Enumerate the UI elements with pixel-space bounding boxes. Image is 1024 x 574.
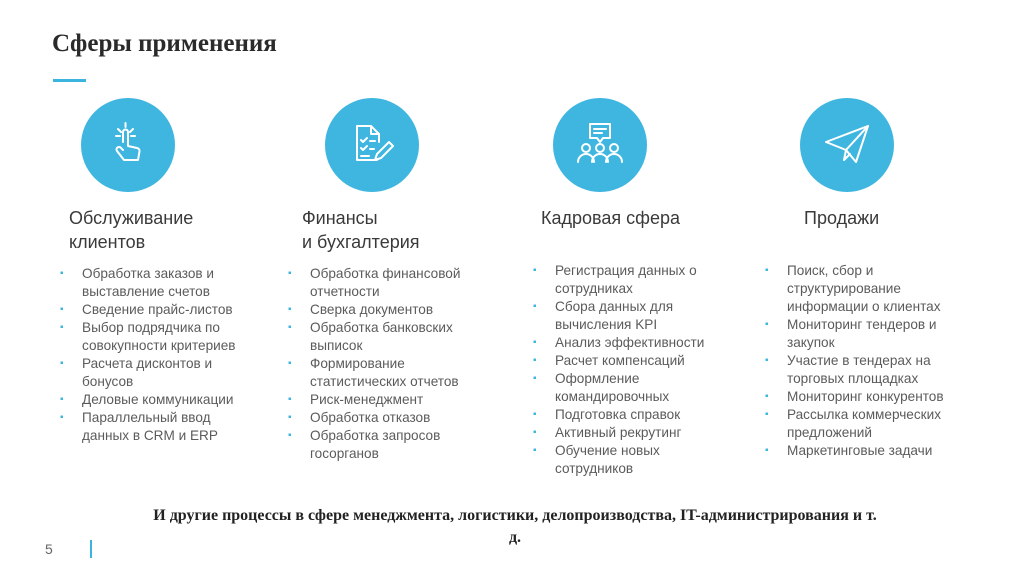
list-item: ▪ Сверка документов — [288, 301, 488, 319]
list-item: ▪ Риск-менеджмент — [288, 391, 488, 409]
list-item: ▪ Мониторинг тендеров и закупок — [765, 316, 980, 352]
list-item: ▪ Деловые коммуникации — [60, 391, 260, 409]
list-item: ▪ Обработка заказов и выставление счетов — [60, 265, 260, 301]
footer-note: И другие процессы в сфере менеджмента, логистики, делопроизводства, IT-администрирования и т. д. — [153, 507, 877, 546]
slide-title: Сферы применения — [52, 30, 277, 57]
list-item: ▪ Мониторинг конкурентов — [765, 388, 980, 406]
list-item: ▪ Маркетинговые задачи — [765, 442, 980, 460]
list-item: ▪ Расчет компенсаций — [533, 352, 733, 370]
page-number: 5 — [45, 541, 53, 557]
list-item: ▪ Сведение прайс-листов — [60, 301, 260, 319]
title-underline — [53, 79, 86, 82]
list-item: ▪ Рассылка коммерческих предложений — [765, 406, 980, 442]
list-item: ▪ Формирование статистических отчетов — [288, 355, 488, 391]
list-item: ▪ Участие в тендерах на торговых площадках — [765, 352, 980, 388]
document-checklist-pen-icon — [325, 98, 419, 192]
list-item: ▪ Выбор подрядчика по совокупности критериев — [60, 319, 260, 355]
list-item: ▪ Подготовка справок — [533, 406, 733, 424]
list-item: ▪ Обработка финансовой отчетности — [288, 265, 488, 301]
list-finance — [288, 265, 488, 463]
list-service — [60, 265, 260, 445]
team-chat-icon — [553, 98, 647, 192]
list-item: ▪ Параллельный ввод данных в CRM и ERP — [60, 409, 260, 445]
list-item: ▪ Анализ эффективности — [533, 334, 733, 352]
page-number-divider — [90, 540, 92, 558]
list-item: ▪ Расчета дисконтов и бонусов — [60, 355, 260, 391]
column-heading-service: Обслуживание клиентов — [69, 208, 194, 252]
list-item: ▪ Обучение новых сотрудников — [533, 442, 733, 478]
list-item: ▪ Обработка отказов — [288, 409, 488, 427]
list-item: ▪ Поиск, сбор и структурирование информации о клиентах — [765, 262, 980, 316]
column-heading-sales: Продажи — [804, 208, 880, 228]
list-item: ▪ Сбора данных для вычисления KPI — [533, 298, 733, 334]
hand-tap-icon — [81, 98, 175, 192]
paper-plane-icon — [800, 98, 894, 192]
column-heading-hr: Кадровая сфера — [541, 208, 680, 228]
list-item: ▪ Обработка запросов госорганов — [288, 427, 488, 463]
list-hr — [533, 262, 733, 478]
column-heading-finance: Финансы и бухгалтерия — [302, 208, 420, 252]
list-sales — [765, 262, 980, 460]
list-item: ▪ Оформление командировочных — [533, 370, 733, 406]
list-item: ▪ Регистрация данных о сотрудниках — [533, 262, 733, 298]
list-item: ▪ Активный рекрутинг — [533, 424, 733, 442]
list-item: ▪ Обработка банковских выписок — [288, 319, 488, 355]
